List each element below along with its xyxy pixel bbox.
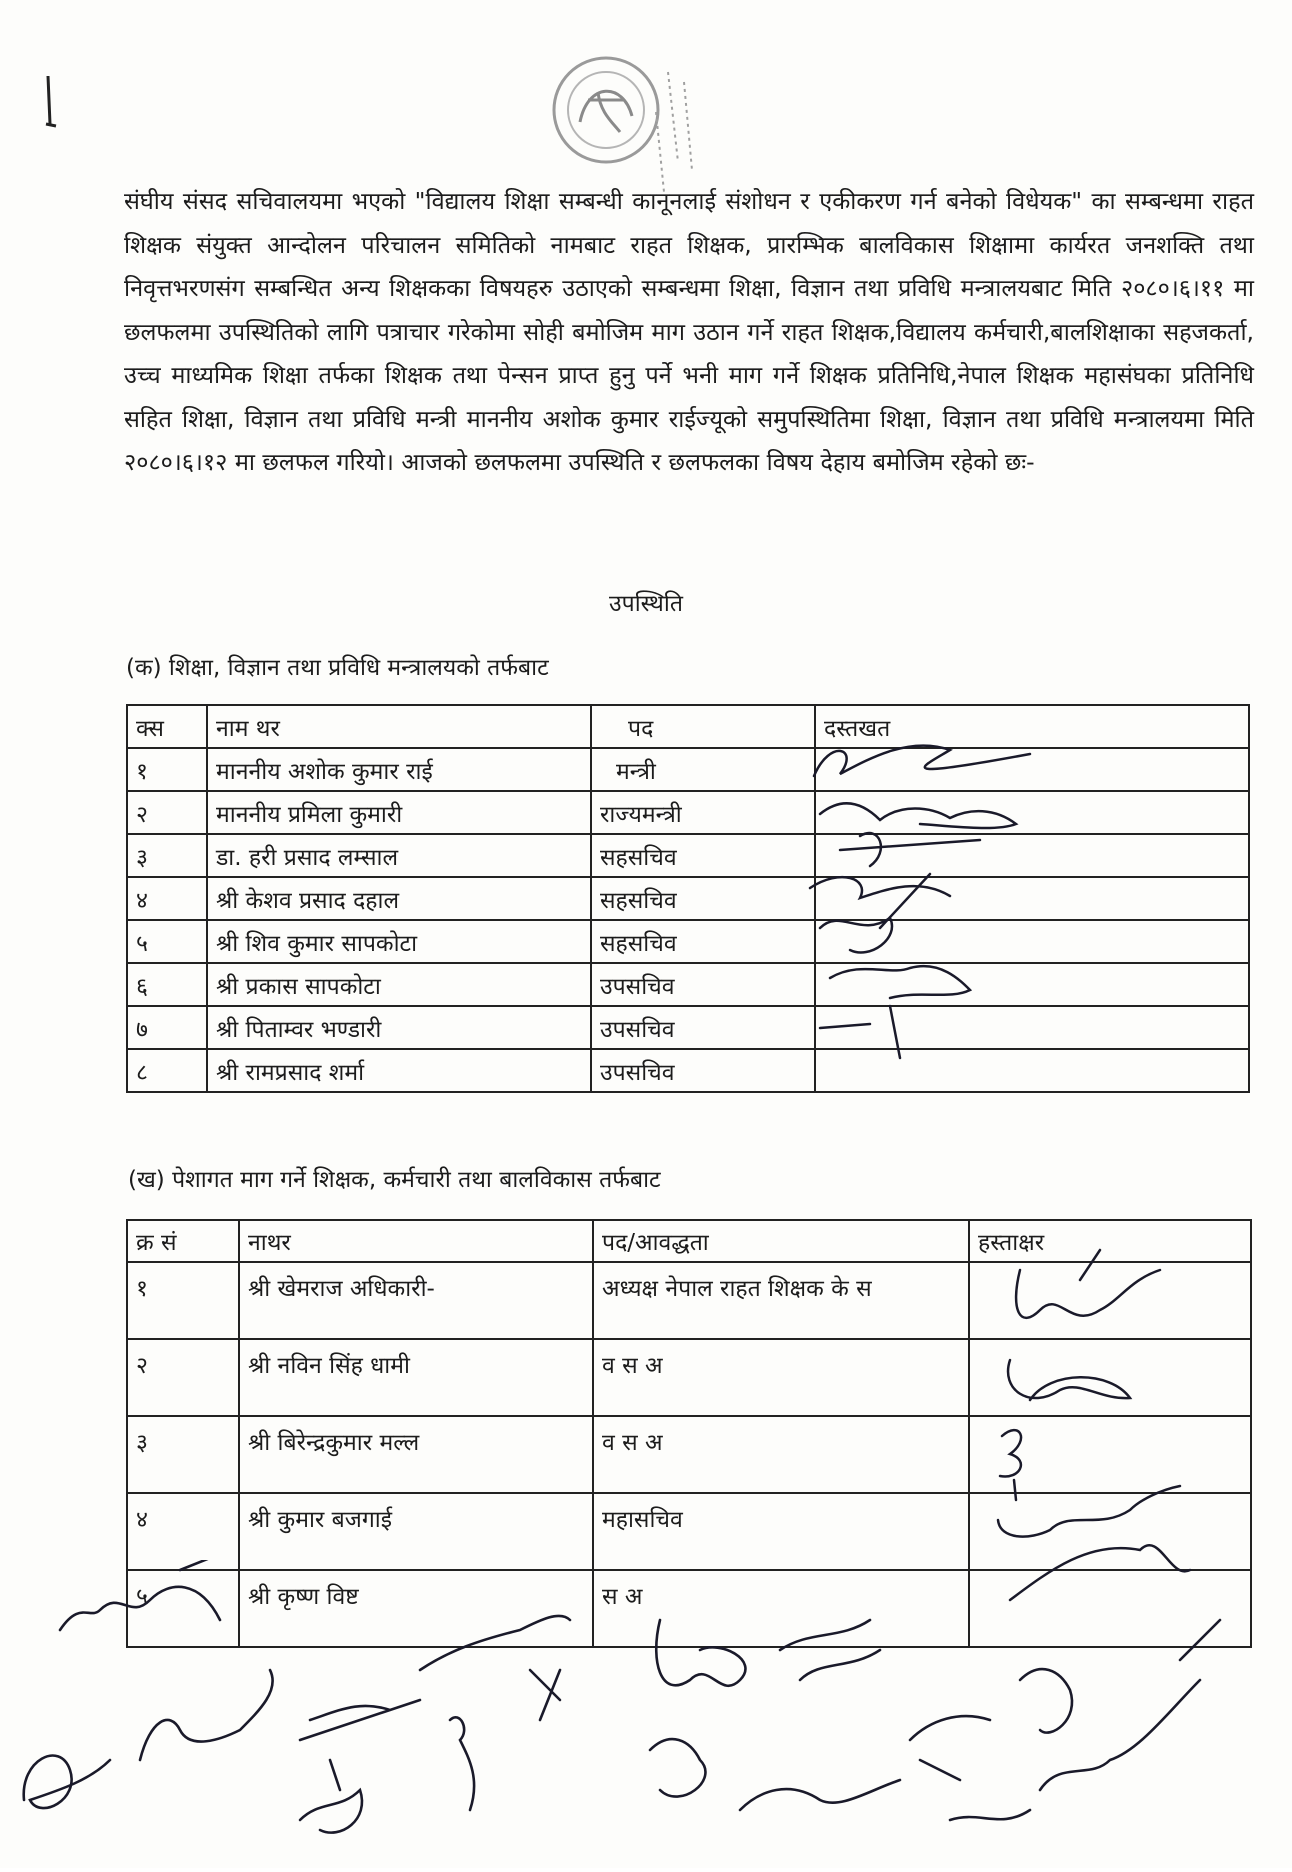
table-row xyxy=(127,920,1249,963)
signature-icon xyxy=(0,1560,1292,1868)
table-header-row xyxy=(127,1220,1251,1262)
row-sn: ४ xyxy=(127,877,207,920)
row-name: डा. हरी प्रसाद लम्साल xyxy=(207,834,591,877)
signature-cell xyxy=(969,1262,1251,1339)
row-post: अध्यक्ष नेपाल राहत शिक्षक के स xyxy=(593,1262,969,1339)
row-name: श्री केशव प्रसाद दहाल xyxy=(207,877,591,920)
signature-cell xyxy=(815,834,1249,877)
row-post: राज्यमन्त्री xyxy=(591,791,815,834)
row-name: माननीय प्रमिला कुमारी xyxy=(207,791,591,834)
row-name: माननीय अशोक कुमार राई xyxy=(207,748,591,791)
row-name: श्री नविन सिंह धामी xyxy=(239,1339,593,1416)
col-header-post: पद/आवद्धता xyxy=(593,1220,969,1262)
table-row xyxy=(127,877,1249,920)
row-name: श्री खेमराज अधिकारी- xyxy=(239,1262,593,1339)
row-name: श्री बिरेन्द्रकुमार मल्ल xyxy=(239,1416,593,1493)
row-post: उपसचिव xyxy=(591,1049,815,1092)
table-header-row xyxy=(127,705,1249,748)
signature-cell xyxy=(969,1416,1251,1493)
row-name: श्री कुमार बजगाई xyxy=(239,1493,593,1570)
ministry-attendance-table xyxy=(126,704,1250,1093)
row-name: श्री शिव कुमार सापकोटा xyxy=(207,920,591,963)
table-row xyxy=(127,748,1249,791)
row-sn: ७ xyxy=(127,1006,207,1049)
col-header-sn: क्र सं xyxy=(127,1220,239,1262)
signature-cell xyxy=(815,963,1249,1006)
row-sn: ८ xyxy=(127,1049,207,1092)
row-sn: ३ xyxy=(127,1416,239,1493)
col-header-name: नाम थर xyxy=(207,705,591,748)
section-a-title: (क) शिक्षा, विज्ञान तथा प्रविधि मन्त्रालयको तर्फबाट xyxy=(126,655,549,681)
row-name: श्री प्रकास सापकोटा xyxy=(207,963,591,1006)
row-post: उपसचिव xyxy=(591,963,815,1006)
table-row xyxy=(127,1006,1249,1049)
row-post: उपसचिव xyxy=(591,1006,815,1049)
table-row xyxy=(127,1049,1249,1092)
signature-cell xyxy=(815,920,1249,963)
body-paragraph: संघीय संसद सचिवालयमा भएको "विद्यालय शिक्षा सम्बन्धी कानूनलाई संशोधन र एकीकरण गर्न बनेको विधेयक" का सम्बन्धमा राहत शिक्षक संयुक्त आन्दोलन परिचालन समितिको नामबाट राहत शिक्षक, प्रारम्भिक बालविकास शिक्षामा कार्यरत जनशक्ति तथा निवृत्तभरणसंग सम्बन्धित अन्य शिक्षकका विषयहरु उठाएको सम्बन्धमा शिक्षा, विज्ञान तथा प्रविधि मन्त्रालयबाट मिति २०८०।६।११ मा छलफलमा उपस्थितिको लागि पत्राचार गरेकोमा सोही बमोजिम माग उठान गर्ने राहत शिक्षक,विद्यालय कर्मचारी,बालशिक्षाका सहजकर्ता, उच्च माध्यमिक शिक्षा तर्फका शिक्षक तथा पेन्सन प्राप्त हुनु पर्ने भनी माग गर्ने शिक्षक प्रतिनिधि,नेपाल शिक्षक महासंघका प्रतिनिधि सहित शिक्षा, विज्ञान तथा प्रविधि मन्त्री माननीय अशोक कुमार राईज्यूको समुपस्थितिमा शिक्षा, विज्ञान तथा प्रविधि मन्त्रालयमा मिति २०८०।६।१२ मा छलफल गरियो। आजको छलफलमा उपस्थिति र छलफलका विषय देहाय बमोजिम रहेको छः- xyxy=(124,187,1254,476)
row-sn: १ xyxy=(127,748,207,791)
table-row xyxy=(127,791,1249,834)
col-header-post: पद xyxy=(591,705,815,748)
col-header-sn: क्स xyxy=(127,705,207,748)
row-name: श्री रामप्रसाद शर्मा xyxy=(207,1049,591,1092)
row-post: सहसचिव xyxy=(591,834,815,877)
signature-cell xyxy=(969,1493,1251,1570)
col-header-name: नाथर xyxy=(239,1220,593,1262)
section-b-title: (ख) पेशागत माग गर्ने शिक्षक, कर्मचारी तथा बालविकास तर्फबाट xyxy=(128,1167,661,1193)
row-sn: १ xyxy=(127,1262,239,1339)
table-row xyxy=(127,1339,1251,1416)
signature-cell xyxy=(815,791,1249,834)
signature-cell xyxy=(815,1006,1249,1049)
signature-cell xyxy=(815,877,1249,920)
row-sn: २ xyxy=(127,791,207,834)
table-row xyxy=(127,1262,1251,1339)
row-sn: ६ xyxy=(127,963,207,1006)
row-sn: ४ xyxy=(127,1493,239,1570)
row-post: व स अ xyxy=(593,1339,969,1416)
table-row xyxy=(127,834,1249,877)
row-post: महासचिव xyxy=(593,1493,969,1570)
row-post: सहसचिव xyxy=(591,920,815,963)
col-header-signature: हस्ताक्षर xyxy=(969,1220,1251,1262)
col-header-signature: दस्तखत xyxy=(815,705,1249,748)
row-sn: ३ xyxy=(127,834,207,877)
table-row xyxy=(127,1416,1251,1493)
row-sn: ५ xyxy=(127,920,207,963)
margin-mark xyxy=(44,72,64,132)
attendance-heading: उपस्थिति xyxy=(609,591,683,617)
row-post: व स अ xyxy=(593,1416,969,1493)
row-post: सहसचिव xyxy=(591,877,815,920)
row-sn: २ xyxy=(127,1339,239,1416)
row-name: श्री पिताम्वर भण्डारी xyxy=(207,1006,591,1049)
signature-cell xyxy=(815,748,1249,791)
row-name: श्री कृष्ण विष्ट xyxy=(239,1570,593,1647)
table-row xyxy=(127,963,1249,1006)
signature-cell xyxy=(815,1049,1249,1092)
table-row xyxy=(127,1493,1251,1570)
row-post: स अ xyxy=(593,1570,969,1647)
row-post: मन्त्री xyxy=(591,748,815,791)
row-sn: ५ xyxy=(127,1570,239,1647)
signature-cell xyxy=(969,1339,1251,1416)
